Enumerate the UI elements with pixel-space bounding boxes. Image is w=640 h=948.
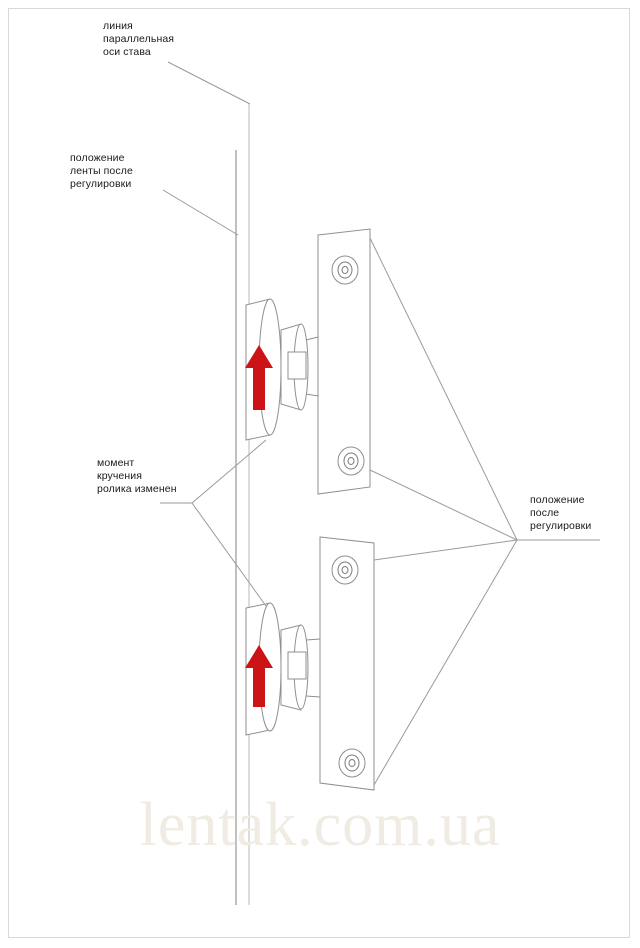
- lower-bracket-bolt-bottom: [339, 749, 365, 777]
- leader-line-axis: [168, 62, 250, 104]
- upper-roller-hub: [281, 324, 308, 410]
- label-axis-line: линия параллельная оси става: [103, 20, 175, 58]
- upper-bracket-bolt-top: [332, 256, 358, 284]
- upper-bracket-bolt-bottom: [338, 447, 364, 475]
- upper-roller-assembly: [245, 229, 370, 494]
- label-position-after-adjustment: положение после регулировки: [530, 494, 592, 532]
- label-roller-torque-changed: момент кручения ролика изменен: [97, 457, 177, 495]
- label-belt-position-after-adjustment: положение ленты после регулировки: [70, 152, 133, 190]
- lower-roller-hub: [281, 625, 308, 710]
- lower-roller-assembly: [245, 537, 374, 790]
- leader-line-belt: [163, 190, 238, 235]
- site-watermark: lentak.com.ua: [139, 791, 501, 859]
- lower-bracket-bolt-top: [332, 556, 358, 584]
